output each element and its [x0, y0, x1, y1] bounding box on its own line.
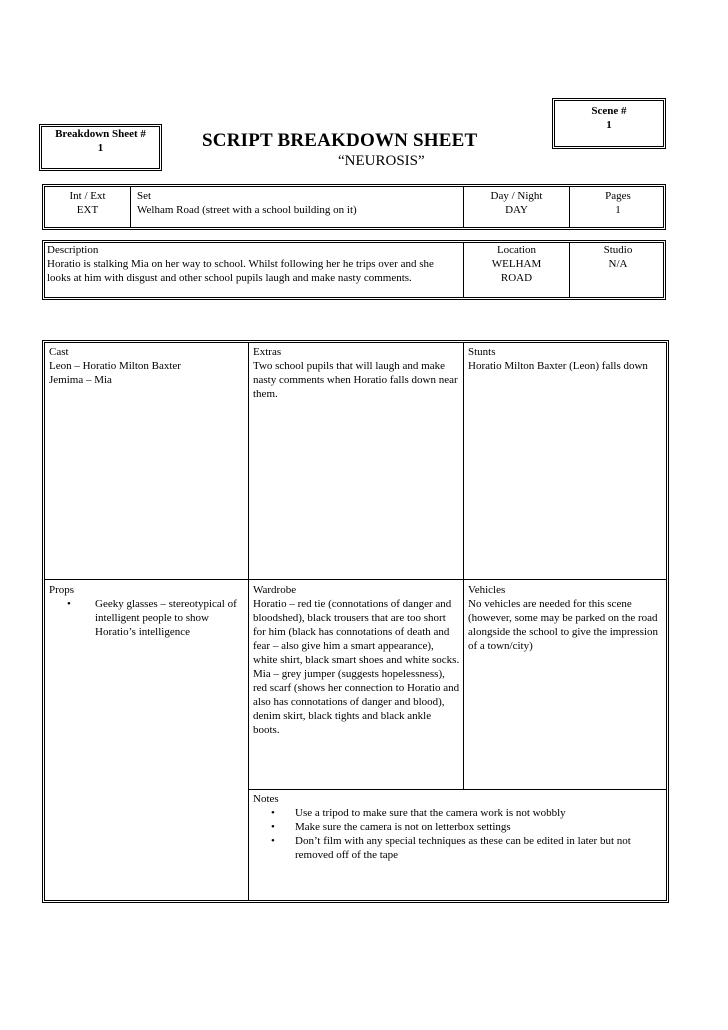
vehicles-cell [468, 583, 664, 653]
notes-list [253, 806, 663, 862]
wardrobe-label: Wardrobe [253, 584, 297, 596]
cast-line-1: Leon – Horatio Milton Baxter [49, 360, 181, 372]
extras-cell [253, 345, 459, 401]
stunts-label: Stunts [468, 346, 496, 358]
cast-line-2: Jemima – Mia [49, 374, 112, 386]
breakdown-sheet-number: 1 [97, 142, 104, 154]
breakdown-sheet-box [39, 124, 162, 171]
wardrobe-cell [253, 583, 460, 737]
int-ext-value: EXT [76, 204, 99, 216]
scene-number: 1 [606, 119, 612, 131]
int-ext-cell [45, 187, 130, 219]
description-label: Description [47, 244, 99, 256]
page-title: SCRIPT BREAKDOWN SHEET [202, 130, 478, 151]
wardrobe-text: Horatio – red tie (connotations of danger and bloodshed), black trousers that are too short for him (black has connotations of death and fear – also give him a smart appearance), white shirt, black smart shoes and white socks. Mia – grey jumper (suggests hopelessness), red scarf (shows her connection to Horatio and also has connotations of danger and blood), denim skirt, black tights and black ankle boots. [253, 598, 460, 736]
notes-cell [253, 792, 663, 862]
studio-label: Studio [603, 244, 633, 256]
studio-value: N/A [608, 258, 628, 270]
notes-item: • Use a tripod to make sure that the camera work is not wobbly [253, 806, 663, 820]
props-item: • Geeky glasses – stereotypical of intelligent people to show Horatio’s intelligence [49, 597, 243, 639]
pages-value: 1 [615, 204, 621, 216]
props-cell [49, 583, 245, 639]
notes-item: • Make sure the camera is not on letterbox settings [253, 820, 663, 834]
stunts-text: Horatio Milton Baxter (Leon) falls down [468, 360, 648, 372]
scene-box [552, 98, 666, 149]
day-night-value: DAY [505, 204, 528, 216]
cast-cell [49, 345, 245, 387]
notes-item: • Don’t film with any special techniques as these can be edited in later but not removed off of the tape [253, 834, 663, 862]
location-cell [464, 242, 569, 286]
studio-cell [570, 242, 666, 272]
scene-label: Scene # [591, 105, 627, 117]
pages-cell [570, 187, 666, 219]
notes-label: Notes [253, 793, 279, 805]
location-value-line2: ROAD [500, 272, 533, 284]
extras-text: Two school pupils that will laugh and make nasty comments when Horatio falls down near them. [253, 360, 458, 400]
props-list [49, 597, 245, 639]
day-night-cell [464, 187, 569, 219]
pages-label: Pages [605, 190, 631, 202]
breakdown-sheet-label: Breakdown Sheet # [55, 128, 146, 140]
page-subtitle: “NEUROSIS” [338, 153, 425, 169]
stunts-cell [468, 345, 663, 373]
set-value: Welham Road (street with a school building on it) [137, 204, 357, 216]
location-label: Location [496, 244, 537, 256]
set-label: Set [137, 190, 152, 202]
int-ext-label: Int / Ext [69, 190, 106, 202]
location-value-line1: WELHAM [491, 258, 542, 270]
day-night-label: Day / Night [490, 190, 543, 202]
extras-label: Extras [253, 346, 282, 358]
vehicles-label: Vehicles [468, 584, 506, 596]
set-cell [134, 187, 463, 219]
vehicles-text: No vehicles are needed for this scene (however, some may be parked on the road alongside the school to give the impression of a town/city) [468, 598, 659, 652]
props-label: Props [49, 584, 75, 596]
description-value: Horatio is stalking Mia on her way to school. Whilst following her he trips over and she looks at him with disgust and other school pupils laugh and make nasty comments. [47, 258, 434, 284]
description-cell [45, 242, 461, 286]
cast-label: Cast [49, 346, 69, 358]
